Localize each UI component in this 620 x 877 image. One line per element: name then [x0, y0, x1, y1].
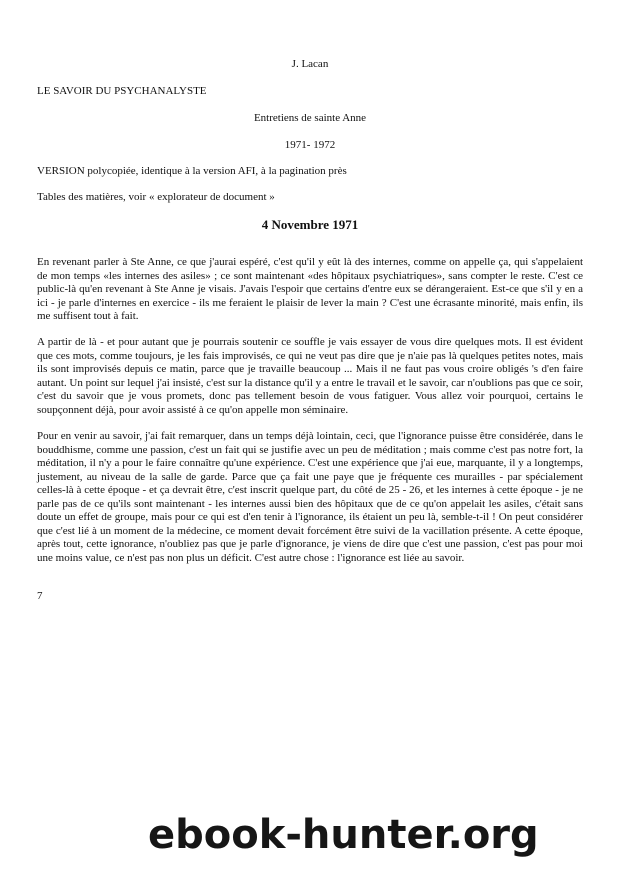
- document-subtitle: Entretiens de sainte Anne: [253, 112, 367, 124]
- watermark-text: ebook-hunter.org: [148, 812, 539, 858]
- session-date-heading: 4 Novembre 1971: [261, 217, 359, 232]
- document-years: 1971- 1972: [284, 139, 336, 151]
- version-note: VERSION polycopiée, identique à la version AFI, à la pagination près: [37, 165, 347, 177]
- body-paragraph-2: A partir de là - et pour autant que je pourrais soutenir ce souffle je vais essayer de vous dire quelques mots. Il est évident que ces mots, comme toujours, je les fais improvisés, ce qui ne veut pas dire que je n'aie pas là quelques petites notes, mais ils sont improvisés depuis ce matin, parce que je travaille beaucoup ... Mais il ne faut pas vous croire obligés 's d'en faire autant. Un point sur lequel j'ai insisté, c'est sur la distance qu'il y a entre le travail et le savoir, car n'oublions pas que ce soir, c'est du savoir que je vous promets, donc pas tellement besoin de vous fatiguer. Vous allez voir pourquoi, certains le soupçonnent déjà, pour avoir assisté à ce qu'on appelle mon séminaire.: [37, 336, 583, 416]
- body-paragraph-1: En revenant parler à Ste Anne, ce que j'aurai espéré, c'est qu'il y eût là des internes, comme on appelle ça, qui s'appelaient de mon temps «les internes des asiles» ; ce sont maintenant «des hôpitaux psychiatriques», sans compter le reste. C'est ce public-là qu'en revenant à Ste Anne je visais. J'avais l'espoir que certains d'entre eux se dérangeraient. Est-ce que s'il y en a ici - je parle d'internes en exercice - ils me feraient le plaisir de lever la main ? C'est une écrasante minorité, mais enfin, ils me suffisent tout à fait.: [37, 256, 583, 322]
- document-title: LE SAVOIR DU PSYCHANALYSTE: [37, 85, 207, 97]
- tables-note: Tables des matières, voir « explorateur de document »: [37, 191, 275, 203]
- body-paragraph-3: Pour en venir au savoir, j'ai fait remarquer, dans un temps déjà lointain, ceci, que l'ignorance puisse être considérée, dans le bouddhisme, comme une passion, c'est un fait qui se justifie avec un peu de méditation ; mais comme c'est pas notre fort, la méditation, il n'y a pour le faire connaître qu'une expérience. C'est une expérience que j'ai eue, marquante, il y a longtemps, justement, au niveau de la salle de garde. Parce que ça fait une paye que je fréquente ces murailles - par spécialement celles-là à cette époque - et ça devrait être, c'est inscrit quelque part, du côté de 25 - 26, et les internes à cette époque - je ne parle pas de ce qu'ils sont maintenant - les internes aussi bien des hôpitaux que de ce qu'on appelait les asiles, c'était sans doute un effet de groupe, mais pour ce qui est d'en tenir à l'ignorance, ils étaient un peu là, semble-t-il ! On peut considérer que c'est lié à un moment de la médecine, ce moment devait forcément être suivi de la vacillation présente. A cette époque, après tout, cette ignorance, n'oubliez pas que je parle d'ignorance, je viens de dire que c'est une passion, c'est pas pour moi une moins value, ce n'est pas non plus un déficit. C'est autre chose : l'ignorance est liée au savoir.: [37, 430, 583, 564]
- author-name: J. Lacan: [291, 58, 329, 70]
- page-number: 7: [37, 590, 43, 602]
